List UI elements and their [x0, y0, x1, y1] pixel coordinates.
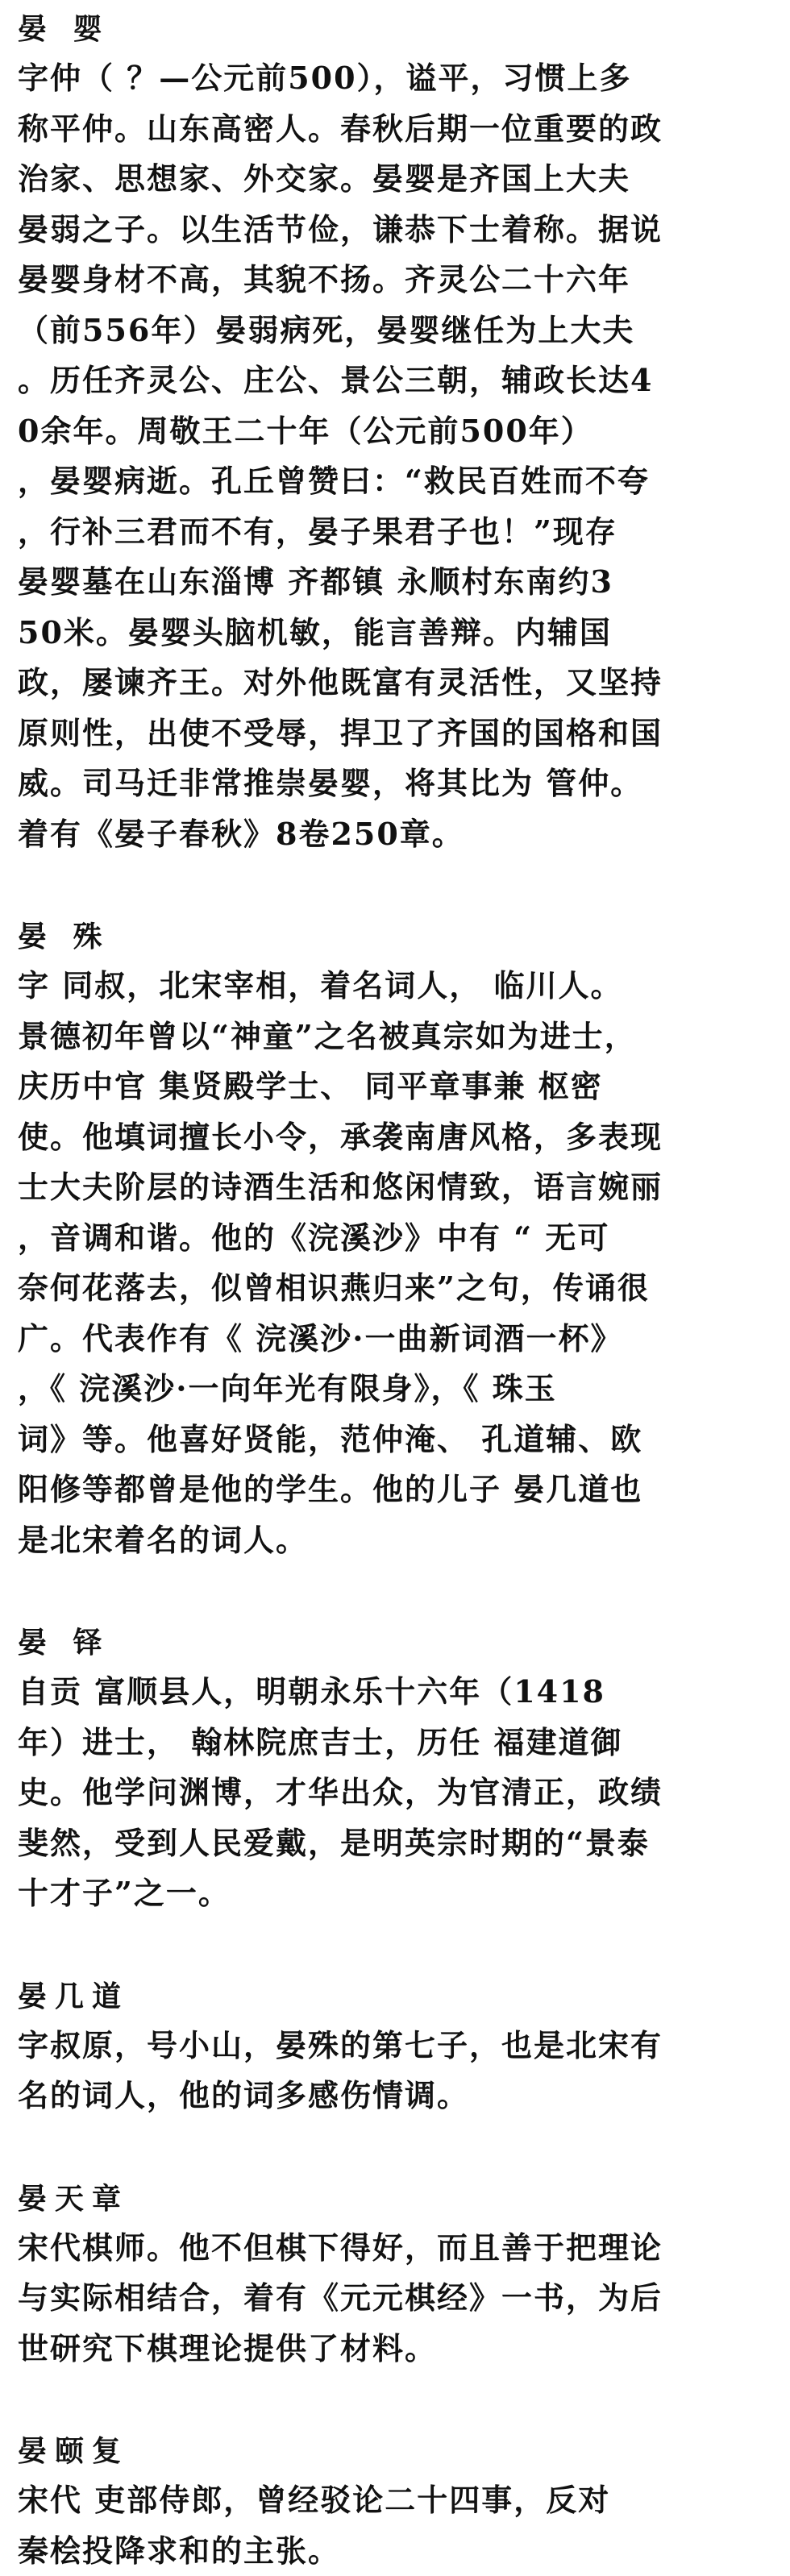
entry-text-line: 政，屡谏齐王。对外他既富有灵活性，又坚持 [18, 658, 772, 708]
entry-text-line: 着有《晏子春秋》8卷250章。 [18, 809, 772, 860]
section-spacer [18, 859, 772, 908]
entry-text-line: 原则性，出使不受辱，捍卫了齐国的国格和国 [18, 708, 772, 759]
entry-text-line: 年）进士， 翰林院庶吉士，历任 福建道御 [18, 1718, 772, 1768]
entry-text-line: 宋代棋师。他不但棋下得好，而且善于把理论 [18, 2223, 772, 2274]
section-spacer [18, 1565, 772, 1614]
section-spacer [18, 1919, 772, 1967]
entry-yan-jidao [18, 1967, 772, 2121]
entry-text-line: 名的词人，他的词多感伤情调。 [18, 2071, 772, 2121]
entry-text-line: 字 同叔，北宋宰相，着名词人， 临川人。 [18, 961, 772, 1012]
entry-text-line: 阳修等都曾是他的学生。他的儿子 晏几道也 [18, 1465, 772, 1515]
entry-text-line: 与实际相结合，着有《元元棋经》一书，为后 [18, 2273, 772, 2324]
entry-yan-ying [18, 0, 772, 859]
entry-text-line: 字仲（ ？—公元前500），谥平，习惯上多 [18, 53, 772, 104]
entry-text-line: 世研究下棋理论提供了材料。 [18, 2324, 772, 2374]
entry-title: 晏几道 [18, 1967, 772, 2021]
entry-text-line: 斐然，受到人民爱戴，是明英宗时期的“景泰 [18, 1818, 772, 1869]
section-spacer [18, 2121, 772, 2170]
entry-title: 晏颐复 [18, 2422, 772, 2475]
entry-text-line: 庆历中官 集贤殿学士、 同平章事兼 枢密 [18, 1062, 772, 1112]
entry-text-line: 50米。晏婴头脑机敏，能言善辩。内辅国 [18, 608, 772, 659]
entry-text-line: 景德初年曾以“神童”之名被真宗如为进士， [18, 1012, 772, 1062]
entry-yan-tianzhang [18, 2170, 772, 2374]
entry-text-line: 奈何花落去，似曾相识燕归来”之句，传诵很 [18, 1263, 772, 1314]
entry-text-line: 使。他填词擅长小令，承袭南唐风格，多表现 [18, 1112, 772, 1163]
entry-yan-shu [18, 908, 772, 1565]
entry-text-line: ，《 浣溪沙·一向年光有限身》，《 珠玉 [18, 1364, 772, 1415]
entry-text-line: 自贡 富顺县人，明朝永乐十六年（1418 [18, 1667, 772, 1718]
entry-yan-duo [18, 1614, 772, 1919]
entry-text-line: 秦桧投降求和的主张。 [18, 2526, 772, 2576]
entry-text-line: 称平仲。山东高密人。春秋后期一位重要的政 [18, 104, 772, 155]
entry-title: 晏天章 [18, 2170, 772, 2223]
entry-yan-yifu [18, 2422, 772, 2576]
entry-text-line: 威。司马迁非常推崇晏婴，将其比为 管仲。 [18, 758, 772, 809]
entry-text-line: ，音调和谐。他的《浣溪沙》中有 “ 无可 [18, 1213, 772, 1264]
entry-text-line: 士大夫阶层的诗酒生活和悠闲情致，语言婉丽 [18, 1162, 772, 1213]
section-spacer [18, 2374, 772, 2422]
entry-text-line: ，晏婴病逝。孔丘曾赞曰：“救民百姓而不夸 [18, 456, 772, 507]
entry-text-line: 史。他学问渊博，才华出众，为官清正，政绩 [18, 1768, 772, 1818]
entry-text-line: 晏婴身材不高，其貌不扬。齐灵公二十六年 [18, 255, 772, 305]
entry-text-line: 0余年。周敬王二十年（公元前500年） [18, 406, 772, 457]
entry-title: 晏 婴 [18, 0, 772, 53]
entry-text-line: 是北宋着名的词人。 [18, 1515, 772, 1566]
entry-text-line: 宋代 吏部侍郎，曾经驳论二十四事，反对 [18, 2475, 772, 2526]
entry-text-line: （前556年）晏弱病死，晏婴继任为上大夫 [18, 305, 772, 356]
entry-text-line: 广。代表作有《 浣溪沙·一曲新词酒一杯》 [18, 1314, 772, 1365]
entry-text-line: 词》等。他喜好贤能，范仲淹、 孔道辅、欧 [18, 1415, 772, 1465]
entry-text-line: 字叔原，号小山，晏殊的第七子，也是北宋有 [18, 2021, 772, 2071]
entry-text-line: 治家、思想家、外交家。晏婴是齐国上大夫 [18, 154, 772, 205]
entry-text-line: ，行补三君而不有，晏子果君子也！”现存 [18, 507, 772, 558]
entry-text-line: 十才子”之一。 [18, 1868, 772, 1919]
entry-title: 晏 殊 [18, 908, 772, 961]
entry-text-line: 。历任齐灵公、庄公、景公三朝，辅政长达4 [18, 355, 772, 406]
entry-text-line: 晏婴墓在山东淄博 齐都镇 永顺村东南约3 [18, 557, 772, 608]
entry-title: 晏 铎 [18, 1614, 772, 1667]
entry-text-line: 晏弱之子。以生活节俭，谦恭下士着称。据说 [18, 205, 772, 256]
